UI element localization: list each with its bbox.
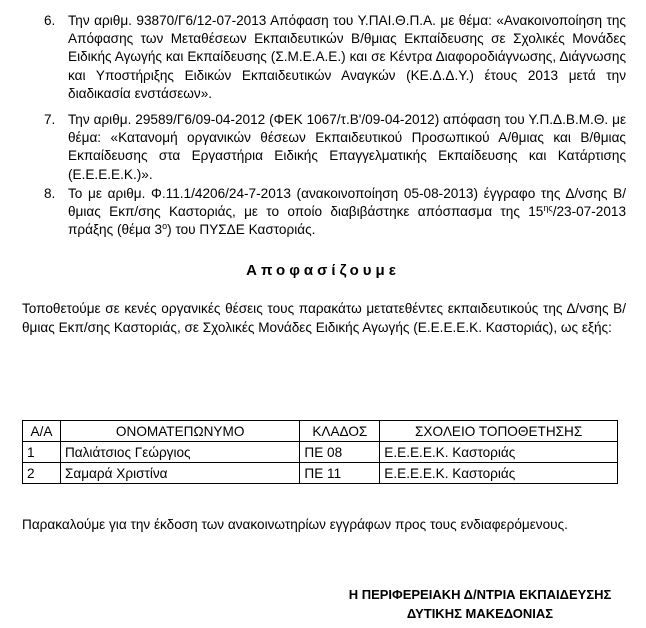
table-cell: Σαμαρά Χριστίνα xyxy=(60,463,299,484)
list-item-text: Την αριθμ. 29589/Γ6/09-04-2012 (ΦΕΚ 1067/τ.Β'/09-04-2012) απόφαση του Υ.Π.Δ.Β.Μ.Θ. με θέμα: «Κατανομή οργανικών θέσεων Εκπαιδευτικού Προσωπικού Α/θμιας και Β/θμιας Εκπαίδευσης στα Εργαστήρια Ειδικής Επαγγελματικής Εκπαίδευσης και Κατάρτισης (Ε.Ε.Ε.Ε.Κ.)». xyxy=(68,112,626,182)
signature-title: Η ΠΕΡΙΦΕΡΕΙΑΚΗ Δ/ΝΤΡΙΑ ΕΚΠΑΙΔΕΥΣΗΣ xyxy=(348,587,612,602)
table-cell: 2 xyxy=(23,463,61,484)
signature-region: ΔΥΤΙΚΗΣ ΜΑΚΕΔΟΝΙΑΣ xyxy=(406,606,554,621)
superscript: ης xyxy=(543,203,553,214)
table-cell: Ε.Ε.Ε.Ε.Κ. Καστοριάς xyxy=(380,463,618,484)
table-cell: Παλιάτσιος Γεώργιος xyxy=(60,442,299,463)
table-row xyxy=(23,442,618,463)
column-header: ΟΝΟΜΑΤΕΠΩΝΥΜΟ xyxy=(60,421,299,442)
closing-paragraph: Παρακαλούμε για την έκδοση των ανακοινωτηρίων εγγράφων προς τους ενδιαφερόμενους. xyxy=(22,517,568,532)
list-item-number: 7. xyxy=(44,112,56,127)
table-cell: Ε.Ε.Ε.Ε.Κ. Καστοριάς xyxy=(380,442,618,463)
signature-block xyxy=(330,585,630,623)
list-item-6 xyxy=(44,12,626,103)
list-item-text-part: Το με αριθμ. Φ.11.1/4206/24-7-2013 (ανακοινοποίηση 05-08-2013) έγγραφο της Δ/νσης Β/θμιας Εκπ/σης Καστοριάς, με το οποίο διαβιβάστηκε απόσπασμα της 15 xyxy=(68,186,626,220)
list-item-8 xyxy=(44,185,626,240)
superscript: ο xyxy=(162,221,168,232)
table-cell: 1 xyxy=(23,442,61,463)
list-item-text xyxy=(68,185,626,240)
list-item-text-part: /23-07-2013 πράξης (θέμα 3 xyxy=(68,204,626,238)
list-item-text: Την αριθμ. 93870/Γ6/12-07-2013 Απόφαση του Υ.ΠΑΙ.Θ.Π.Α. με θέμα: «Ανακοινοποίηση της Απόφασης των Μεταθέσεων Εκπαιδευτικών Β/θμιας Εκπαίδευσης σε Σχολικές Μονάδες Ειδικής Αγωγής και Εκπαίδευσης (Σ.Μ.Ε.Α.Ε.) και σε Κέντρα Διαφοροδιάγνωσης, Διάγνωσης και Υποστήριξης Ειδικών Εκπαιδευτικών Αναγκών (ΚΕ.Δ.Δ.Υ.) έτους 2013 μετά την διαδικασία ενστάσεων». xyxy=(68,13,626,101)
list-item-number: 6. xyxy=(44,13,56,28)
table-row xyxy=(23,463,618,484)
list-item-7 xyxy=(44,111,626,184)
placement-table xyxy=(22,420,618,484)
table-header-row xyxy=(23,421,618,442)
column-header: Α/Α xyxy=(23,421,61,442)
table-cell: ΠΕ 11 xyxy=(300,463,380,484)
column-header: ΣΧΟΛΕΙΟ ΤΟΠΟΘΕΤΗΣΗΣ xyxy=(380,421,618,442)
column-header: ΚΛΑΔΟΣ xyxy=(300,421,380,442)
list-item-text-part: ) του ΠΥΣΔΕ Καστοριάς. xyxy=(167,222,316,238)
intro-paragraph: Τοποθετούμε σε κενές οργανικές θέσεις τους παρακάτω μετατεθέντες εκπαιδευτικούς της Δ/νσης Β/θμιας Εκπ/σης Καστοριάς, σε Σχολικές Μονάδες Ειδικής Αγωγής (Ε.Ε.Ε.Ε.Κ. Καστοριάς), ως εξής: xyxy=(22,301,626,335)
list-item-number: 8. xyxy=(44,186,56,201)
table-cell: ΠΕ 08 xyxy=(300,442,380,463)
decision-heading: Αποφασίζουμε xyxy=(246,262,400,279)
